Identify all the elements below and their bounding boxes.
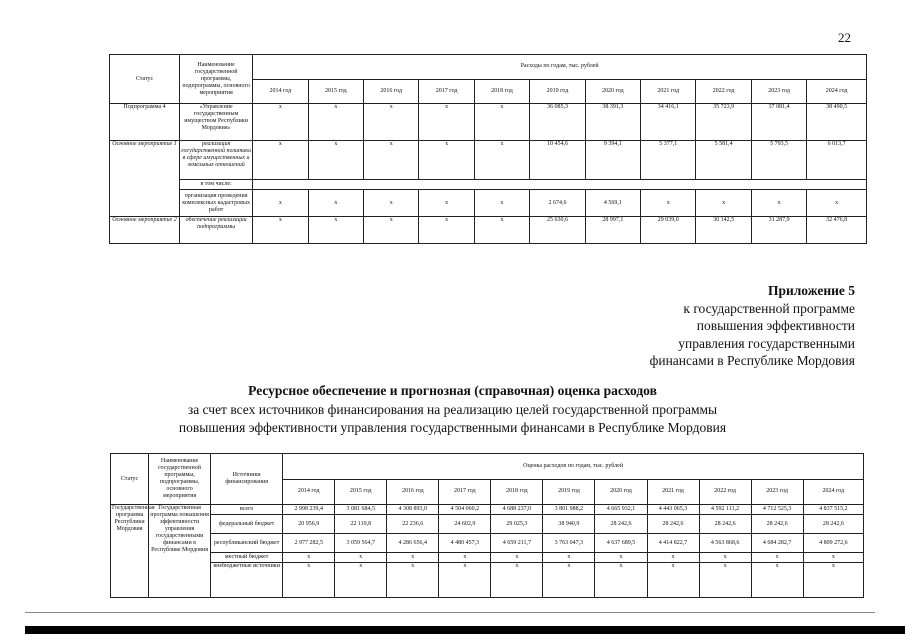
scan-edge-line — [25, 612, 875, 613]
cell: 9 394,1 — [585, 141, 640, 180]
cell: х — [491, 563, 543, 598]
cell: 5 581,4 — [696, 141, 751, 180]
cell: х — [283, 563, 335, 598]
row-status: Подпрограмма 4 — [110, 104, 180, 141]
table-row — [110, 104, 867, 141]
cell: х — [647, 553, 699, 563]
header-year: 2019 год — [530, 79, 585, 104]
row-name: в том числе: — [180, 180, 253, 190]
header-status: Статус — [111, 454, 149, 505]
header-name: Наименование государственной программы, подпрограммы, основного мероприятия — [180, 55, 253, 104]
header-year: 2014 год — [253, 79, 308, 104]
cell: 28 997,1 — [585, 217, 640, 244]
table-row — [111, 534, 864, 553]
row-name: Государственная программа повышения эффективности управления государственными финансами в Республике Мордовия — [149, 505, 211, 598]
cell: 4 637 689,5 — [595, 534, 647, 553]
cell: 4 569,1 — [585, 190, 640, 217]
header-group: Расходы по годам, тыс. рублей — [253, 55, 867, 80]
appendix-block — [535, 282, 855, 370]
cell: 4 809 272,6 — [803, 534, 863, 553]
cell: 37 081,4 — [751, 104, 806, 141]
header-year: 2017 год — [439, 479, 491, 505]
cell: 22 119,8 — [335, 515, 387, 534]
cell: 30 142,5 — [696, 217, 751, 244]
cell: 10 454,6 — [530, 141, 585, 180]
expenses-table-top — [109, 54, 867, 244]
cell: 4 659 211,7 — [491, 534, 543, 553]
cell: 3 059 564,7 — [335, 534, 387, 553]
cell: х — [283, 553, 335, 563]
header-year: 2020 год — [595, 479, 647, 505]
header-year: 2021 год — [647, 479, 699, 505]
appendix-line: управления государственными — [678, 335, 855, 351]
cell: 4 563 868,6 — [699, 534, 751, 553]
cell: 2 998 239,4 — [283, 505, 335, 515]
cell: х — [364, 141, 419, 180]
cell: 4 712 525,3 — [751, 505, 803, 515]
cell: 3 763 047,3 — [543, 534, 595, 553]
cell: х — [308, 141, 363, 180]
header-name: Наименование государственной программы, подпрограммы, основного мероприятия — [149, 454, 211, 505]
page-number: 22 — [838, 30, 851, 45]
cell: 28 242,6 — [595, 515, 647, 534]
cell: 36 085,3 — [530, 104, 585, 141]
cell: 2 674,6 — [530, 190, 585, 217]
row-name: организация проведения комплексных кадастровых работ — [180, 190, 253, 217]
table-row — [111, 505, 864, 515]
cell: 4 286 656,4 — [387, 534, 439, 553]
cell: х — [439, 553, 491, 563]
appendix-line: повышения эффективности — [696, 318, 855, 333]
cell: 38 940,9 — [543, 515, 595, 534]
cell: х — [595, 553, 647, 563]
source-cell: федеральный бюджет — [211, 515, 283, 534]
table-row — [111, 515, 864, 534]
cell: 4 414 822,7 — [647, 534, 699, 553]
header-year: 2019 год — [543, 479, 595, 505]
cell: х — [474, 104, 529, 141]
cell: х — [253, 217, 308, 244]
header-year: 2022 год — [696, 79, 751, 104]
table-row — [111, 563, 864, 598]
cell: 5 793,5 — [751, 141, 806, 180]
cell: 4 480 457,3 — [439, 534, 491, 553]
source-cell: республиканский бюджет — [211, 534, 283, 553]
cell: х — [419, 104, 474, 141]
cell: х — [335, 563, 387, 598]
cell: х — [439, 563, 491, 598]
resource-table — [110, 453, 864, 598]
cell: х — [641, 190, 696, 217]
cell: 4 504 060,2 — [439, 505, 491, 515]
cell: 5 377,1 — [641, 141, 696, 180]
cell: 4 837 515,2 — [803, 505, 863, 515]
cell: 3 081 684,5 — [335, 505, 387, 515]
header-year: 2018 год — [491, 479, 543, 505]
row-name: обеспечение реализации подпрограммы — [180, 217, 253, 244]
cell: х — [751, 190, 806, 217]
appendix-line: финансами в Республике Мордовия — [649, 353, 855, 368]
cell: х — [308, 104, 363, 141]
cell: 35 723,9 — [696, 104, 751, 141]
appendix-title: Приложение 5 — [767, 283, 855, 298]
cell: х — [474, 141, 529, 180]
header-year: 2022 год — [699, 479, 751, 505]
cell: х — [253, 190, 308, 217]
cell: 32 476,8 — [807, 217, 867, 244]
header-group: Оценка расходов по годам, тыс. рублей — [283, 454, 864, 480]
header-year: 2020 год — [585, 79, 640, 104]
cell: х — [308, 217, 363, 244]
cell: 4 443 065,3 — [647, 505, 699, 515]
cell: х — [474, 217, 529, 244]
scan-edge-bar — [25, 626, 905, 634]
cell: 38 391,3 — [585, 104, 640, 141]
cell: 4 665 932,1 — [595, 505, 647, 515]
cell: 20 956,9 — [283, 515, 335, 534]
empty-cell — [253, 180, 867, 190]
header-source: Источники финансирования — [211, 454, 283, 505]
cell: х — [543, 553, 595, 563]
header-year: 2015 год — [308, 79, 363, 104]
cell: х — [308, 190, 363, 217]
cell: х — [387, 563, 439, 598]
cell: х — [696, 190, 751, 217]
cell: х — [253, 141, 308, 180]
header-year: 2017 год — [419, 79, 474, 104]
cell: х — [595, 563, 647, 598]
cell: 34 416,1 — [641, 104, 696, 141]
header-year: 2023 год — [751, 479, 803, 505]
appendix-line: к государственной программе — [683, 300, 855, 316]
row-status: Основное мероприятие 1 — [110, 141, 180, 217]
cell: х — [387, 553, 439, 563]
cell: 28 242,6 — [699, 515, 751, 534]
header-year: 2016 год — [387, 479, 439, 505]
cell: 4 688 237,0 — [491, 505, 543, 515]
cell: х — [364, 217, 419, 244]
cell: х — [419, 190, 474, 217]
cell: х — [419, 141, 474, 180]
cell: х — [491, 553, 543, 563]
cell: 29 025,3 — [491, 515, 543, 534]
header-year: 2016 год — [364, 79, 419, 104]
cell: х — [543, 563, 595, 598]
row-name: «Управление государственным имуществом Республики Мордовия» — [180, 104, 253, 141]
cell: 22 236,6 — [387, 515, 439, 534]
table-row — [110, 141, 867, 180]
cell: 25 630,6 — [530, 217, 585, 244]
row-status: Основное мероприятие 2 — [110, 217, 180, 244]
cell: х — [419, 217, 474, 244]
cell: 4 592 111,2 — [699, 505, 751, 515]
cell: 6 013,7 — [807, 141, 867, 180]
cell: х — [253, 104, 308, 141]
cell: 28 242,6 — [647, 515, 699, 534]
cell: 28 242,6 — [751, 515, 803, 534]
header-year: 2021 год — [641, 79, 696, 104]
section-title-line: за счет всех источников финансирования на реализацию целей государственной программы — [187, 401, 718, 417]
source-cell: местный бюджет — [211, 553, 283, 563]
cell: х — [803, 563, 863, 598]
table-row — [110, 180, 867, 190]
table-row — [111, 553, 864, 563]
cell: х — [364, 190, 419, 217]
cell: 2 977 282,5 — [283, 534, 335, 553]
cell: х — [335, 553, 387, 563]
cell: 4 684 282,7 — [751, 534, 803, 553]
cell: 3 801 988,2 — [543, 505, 595, 515]
cell: х — [474, 190, 529, 217]
cell: х — [807, 190, 867, 217]
cell: х — [699, 553, 751, 563]
cell: х — [364, 104, 419, 141]
cell: х — [803, 553, 863, 563]
header-year: 2023 год — [751, 79, 806, 104]
cell: 38 490,5 — [807, 104, 867, 141]
cell: х — [751, 563, 803, 598]
header-year: 2015 год — [335, 479, 387, 505]
cell: 28 242,6 — [803, 515, 863, 534]
cell: 29 039,0 — [641, 217, 696, 244]
header-year: 2014 год — [283, 479, 335, 505]
header-year: 2024 год — [803, 479, 863, 505]
header-year: 2018 год — [474, 79, 529, 104]
header-year: 2024 год — [807, 79, 867, 104]
row-name: реализация государственной политики в сфере имущественных и земельных отношений — [180, 141, 253, 180]
section-title-line: повышения эффективности управления государственными финансами в Республике Мордовия — [178, 420, 727, 435]
table-row — [110, 190, 867, 217]
section-title-main: Ресурсное обеспечение и прогнозная (справочная) оценка расходов — [248, 383, 657, 398]
table-row — [110, 217, 867, 244]
section-title — [0, 382, 905, 438]
header-status: Статус — [110, 55, 180, 104]
cell: х — [751, 553, 803, 563]
cell: 24 602,9 — [439, 515, 491, 534]
source-cell: всего — [211, 505, 283, 515]
cell: 31 287,9 — [751, 217, 806, 244]
cell: 4 308 893,0 — [387, 505, 439, 515]
cell: х — [647, 563, 699, 598]
row-status: Государственная программа Республики Мордовия — [111, 505, 149, 598]
source-cell: внебюджетные источники — [211, 563, 283, 598]
cell: х — [699, 563, 751, 598]
